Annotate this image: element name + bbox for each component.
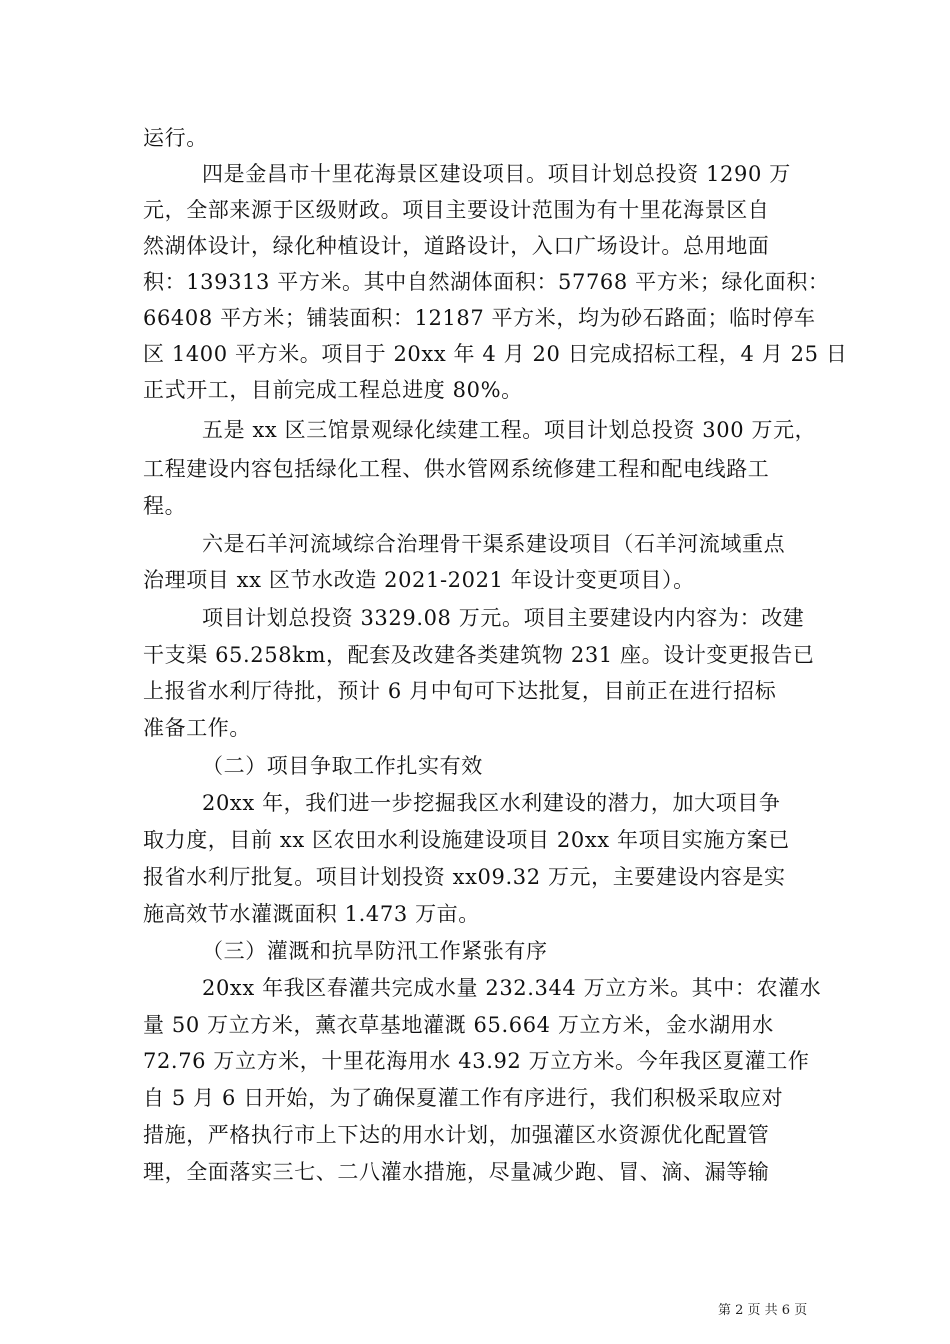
text-line: 四是金昌市十里花海景区建设项目。项目计划总投资 1290 万: [202, 162, 791, 186]
text-line: 程。: [143, 494, 187, 518]
text-line: 然湖体设计，绿化种植设计，道路设计，入口广场设计。总用地面: [143, 234, 770, 258]
page-number: 第 2 页 共 6 页: [718, 1303, 808, 1318]
section-heading: （二）项目争取工作扎实有效: [202, 754, 483, 778]
text-line: 自 5 月 6 日开始，为了确保夏灌工作有序进行，我们积极采取应对: [143, 1086, 784, 1110]
text-line: 干支渠 65.258km，配套及改建各类建筑物 231 座。设计变更报告已: [143, 643, 815, 667]
text-line: 五是 xx 区三馆景观绿化续建工程。项目计划总投资 300 万元，: [202, 418, 817, 442]
text-line: 六是石羊河流域综合治理骨干渠系建设项目（石羊河流域重点: [202, 532, 786, 556]
text-line: 准备工作。: [143, 716, 251, 740]
text-line: 上报省水利厅待批，预计 6 月中旬可下达批复，目前正在进行招标: [143, 679, 777, 703]
text-line: 治理项目 xx 区节水改造 2021-2021 年设计变更项目）。: [143, 568, 695, 592]
text-line: 施高效节水灌溉面积 1.473 万亩。: [143, 902, 480, 926]
section-heading: （三）灌溉和抗旱防汛工作紧张有序: [202, 939, 548, 963]
text-line: 72.76 万立方米，十里花海用水 43.92 万立方米。今年我区夏灌工作: [143, 1049, 810, 1073]
text-line: 量 50 万立方米，薰衣草基地灌溉 65.664 万立方米，金水湖用水: [143, 1013, 774, 1037]
text-line: 正式开工，目前完成工程总进度 80%。: [143, 378, 523, 402]
text-line: 运行。: [143, 126, 208, 150]
text-line: 区 1400 平方米。项目于 20xx 年 4 月 20 日完成招标工程，4 月 25 日: [143, 342, 848, 366]
text-line: 工程建设内容包括绿化工程、供水管网系统修建工程和配电线路工: [143, 457, 770, 481]
text-line: 取力度，目前 xx 区农田水利设施建设项目 20xx 年项目实施方案已: [143, 828, 790, 852]
text-line: 理，全面落实三七、二八灌水措施，尽量减少跑、冒、滴、漏等输: [143, 1160, 770, 1184]
text-line: 项目计划总投资 3329.08 万元。项目主要建设内内容为：改建: [202, 606, 805, 630]
text-line: 措施，严格执行市上下达的用水计划，加强灌区水资源优化配置管: [143, 1123, 770, 1147]
text-line: 66408 平方米；铺装面积：12187 平方米，均为砂石路面；临时停车: [143, 306, 816, 330]
text-line: 报省水利厅批复。项目计划投资 xx09.32 万元，主要建设内容是实: [143, 865, 786, 889]
text-line: 20xx 年，我们进一步挖掘我区水利建设的潜力，加大项目争: [202, 791, 781, 815]
text-line: 积：139313 平方米。其中自然湖体面积：57768 平方米；绿化面积：: [143, 270, 830, 294]
text-line: 20xx 年我区春灌共完成水量 232.344 万立方米。其中：农灌水: [202, 976, 822, 1000]
text-line: 元，全部来源于区级财政。项目主要设计范围为有十里花海景区自: [143, 198, 770, 222]
